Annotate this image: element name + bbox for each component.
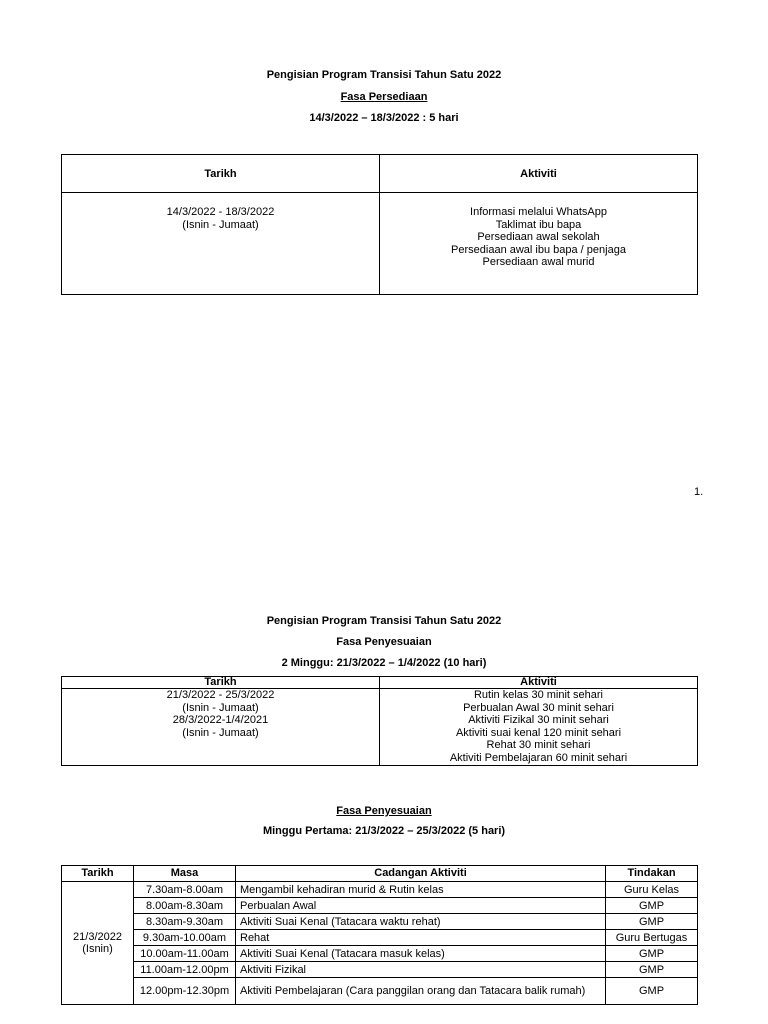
tindakan-cell: Guru Kelas [606, 882, 698, 898]
tindakan-cell: GMP [606, 946, 698, 962]
date-line: (Isnin) [82, 943, 113, 955]
aktiviti-line: Aktiviti suai kenal 120 minit sehari [455, 726, 622, 739]
aktiviti-line: Aktiviti Fizikal 30 minit sehari [468, 714, 609, 727]
tindakan-cell: GMP [606, 898, 698, 914]
tarikh-cell [62, 689, 380, 766]
page2-table [61, 676, 698, 766]
masa-cell: 9.30am-10.00am [134, 930, 236, 946]
page-number: 1. [694, 486, 704, 498]
header-tindakan: Tindakan [606, 866, 698, 882]
aktiviti-cell: Perbualan Awal [236, 898, 606, 914]
aktiviti-line: Taklimat ibu bapa [495, 218, 582, 231]
masa-cell: 7.30am-8.00am [134, 882, 236, 898]
masa-cell: 8.00am-8.30am [134, 898, 236, 914]
masa-cell: 10.00am-11.00am [134, 946, 236, 962]
aktiviti-cell: Aktiviti Pembelajaran (Cara panggilan orang dan Tatacara balik rumah) [236, 978, 606, 1005]
header-tarikh: Tarikh [62, 866, 134, 882]
masa-cell: 8.30am-9.30am [134, 914, 236, 930]
aktiviti-line: Perbualan Awal 30 minit sehari [463, 701, 614, 714]
aktiviti-line: Persediaan awal murid [482, 256, 595, 269]
aktiviti-cell: Aktiviti Suai Kenal (Tatacara masuk kelas) [236, 946, 606, 962]
aktiviti-line: Rutin kelas 30 minit sehari [473, 689, 603, 701]
table-row [62, 882, 698, 898]
table-row [62, 930, 698, 946]
page1-dates: 14/3/2022 – 18/3/2022 : 5 hari [309, 112, 459, 124]
tindakan-cell: Guru Bertugas [606, 930, 698, 946]
date-cell [62, 882, 134, 1005]
tarikh-line: 28/3/2022-1/4/2021 [172, 714, 269, 727]
aktiviti-cell [380, 193, 698, 295]
aktiviti-cell [380, 689, 698, 766]
masa-cell: 12.00pm-12.30pm [134, 978, 236, 1005]
aktiviti-line: Rehat 30 minit sehari [486, 739, 591, 752]
aktiviti-line: Persediaan awal sekolah [477, 231, 600, 244]
section-subtitle: Fasa Penyesuaian [336, 805, 432, 817]
page1-subtitle: Fasa Persediaan [340, 91, 428, 103]
aktiviti-line: Persediaan awal ibu bapa / penjaga [451, 243, 626, 256]
table-row [62, 978, 698, 1005]
table-row [62, 898, 698, 914]
header-aktiviti: Aktiviti [380, 677, 698, 689]
section-dates: Minggu Pertama: 21/3/2022 – 25/3/2022 (5 hari) [262, 825, 506, 837]
tindakan-cell: GMP [606, 978, 698, 1005]
tarikh-cell [62, 193, 380, 295]
header-masa: Masa [134, 866, 236, 882]
tarikh-line: 21/3/2022 - 25/3/2022 [166, 689, 275, 701]
table-row [62, 962, 698, 978]
table-row [62, 914, 698, 930]
aktiviti-line: Aktiviti Pembelajaran 60 minit sehari [449, 751, 628, 764]
schedule-table [61, 865, 698, 1005]
aktiviti-cell: Aktiviti Suai Kenal (Tatacara waktu rehat) [236, 914, 606, 930]
tarikh-line: (Isnin - Jumaat) [182, 218, 259, 231]
header-cadangan-aktiviti: Cadangan Aktiviti [236, 866, 606, 882]
aktiviti-cell: Aktiviti Fizikal [236, 962, 606, 978]
page1-title: Pengisian Program Transisi Tahun Satu 2022 [266, 69, 502, 81]
aktiviti-line: Informasi melalui WhatsApp [470, 206, 607, 218]
tindakan-cell: GMP [606, 914, 698, 930]
aktiviti-cell: Mengambil kehadiran murid & Rutin kelas [236, 882, 606, 898]
aktiviti-cell: Rehat [236, 930, 606, 946]
masa-cell: 11.00am-12.00pm [134, 962, 236, 978]
header-tarikh: Tarikh [62, 155, 380, 193]
tarikh-line: 14/3/2022 - 18/3/2022 [166, 206, 275, 218]
tindakan-cell: GMP [606, 962, 698, 978]
tarikh-line: (Isnin - Jumaat) [182, 726, 259, 739]
page2-subtitle: Fasa Penyesuaian [336, 636, 432, 648]
tarikh-line: (Isnin - Jumaat) [182, 701, 259, 714]
date-line: 21/3/2022 [73, 931, 122, 943]
header-aktiviti: Aktiviti [380, 155, 698, 193]
header-tarikh: Tarikh [62, 677, 380, 689]
page1-table [61, 154, 698, 295]
table-row [62, 946, 698, 962]
page2-title: Pengisian Program Transisi Tahun Satu 2022 [266, 615, 502, 627]
page2-dates: 2 Minggu: 21/3/2022 – 1/4/2022 (10 hari) [281, 657, 487, 669]
